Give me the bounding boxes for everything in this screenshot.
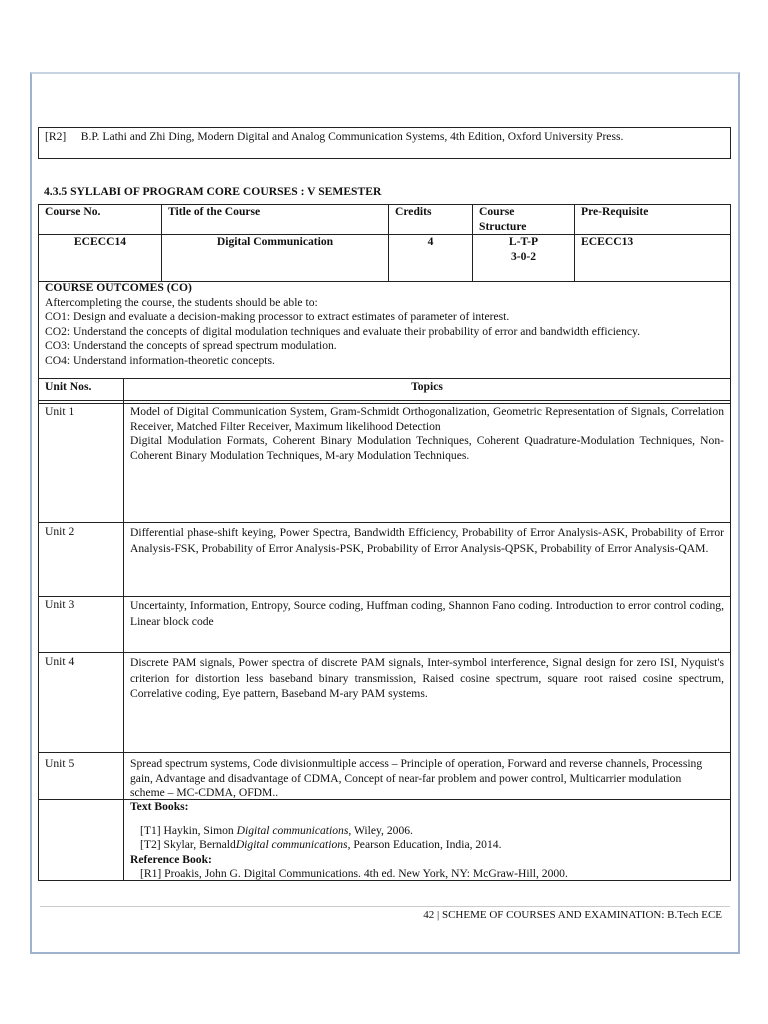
reference-r2: [R2] B.P. Lathi and Zhi Ding, Modern Digital and Analog Communication Systems, 4th Edition, Oxford University Press. [45,130,624,143]
header-unit-nos: Unit Nos. [45,380,92,393]
unit-label: Unit 2 [45,525,75,538]
outcomes-heading: COURSE OUTCOMES (CO) [45,281,192,294]
text-book-t1: [T1] Haykin, Simon Digital communications, Wiley, 2006. [140,823,413,837]
header-credits: Credits [395,205,432,218]
unit-topics: Differential phase-shift keying, Power Spectra, Bandwidth Efficiency, Probability of Error Analysis-ASK, Probability of Error Analysis-FSK, Probability of Error Analysis-PSK, Probability of Error Analysis-QPSK, Probability of Error Analysis-QAM. [130,526,724,555]
course-prerequisite: ECECC13 [581,235,634,248]
outcomes-intro: Aftercompleting the course, the students should be able to: [45,295,318,309]
unit-topics: Model of Digital Communication System, Gram-Schmidt Orthogonalization, Geometric Representation of Signals, Correlation Receiver, Matched Filter Receiver, Maximum likelihood Detection Digital Modulation Formats, Coherent Binary Modulation Techniques, Coherent Quadrature-Modulation Techniques, Non-Coherent Binary Modulation Techniques, M-ary Modulation Techniques. [130,405,724,462]
course-credits: 4 [427,235,434,248]
text-book-t2: [T2] Skylar, BernaldDigital communications, Pearson Education, India, 2014. [140,838,502,851]
unit-label: Unit 4 [45,655,75,668]
course-structure: L-T-P 3-0-2 [508,235,539,263]
unit-topics: Spread spectrum systems, Code divisionmultiple access – Principle of operation, Forward and reverse channels, Processing gain, Advantage and disadvantage of CDMA, Concept of near-far problem and power control, Multicarrier modulation scheme – MC-CDMA, OFDM.. [130,757,703,799]
outcome-item: CO4: Understand information-theoretic concepts. [45,353,275,367]
previous-reference-box [38,127,731,159]
header-prerequisite: Pre-Requisite [581,205,649,218]
outcome-item: CO3: Understand the concepts of spread spectrum modulation. [45,339,337,352]
course-title: Digital Communication [216,235,334,248]
header-title: Title of the Course [168,205,261,218]
section-heading: 4.3.5 SYLLABI OF PROGRAM CORE COURSES : V SEMESTER [44,185,382,198]
books-section [124,799,730,883]
reference-book-heading: Reference Book: [130,852,212,866]
header-course-no: Course No. [45,205,101,218]
unit-label: Unit 1 [45,405,75,418]
unit-topics: Discrete PAM signals, Power spectra of discrete PAM signals, Inter-symbol interference, Signal design for zero ISI, Nyquist's criterion for distortion less baseband binary transmission, Raised cosine spectrum, square root raised cosine spectrum, Correlative coding, Eye pattern, Baseband M-ary PAM systems. [130,656,724,700]
page-footer: 42 | SCHEME OF COURSES AND EXAMINATION: B.Tech ECE [423,909,722,921]
reference-book-r1: [R1] Proakis, John G. Digital Communications. 4th ed. New York, NY: McGraw-Hill, 2000. [140,867,568,880]
course-outcomes [39,280,730,369]
unit-label: Unit 5 [45,757,75,770]
outcome-item: CO2: Understand the concepts of digital modulation techniques and evaluate their probability of error and bandwidth efficiency. [45,324,640,338]
outcome-item: CO1: Design and evaluate a decision-making processor to extract estimates of parameter of interest. [45,310,510,323]
text-books-heading: Text Books: [130,800,189,813]
header-structure: Course Structure [479,205,527,233]
header-topics: Topics [411,380,443,393]
footer-divider [40,906,730,907]
course-no: ECECC14 [73,235,127,248]
unit-label: Unit 3 [45,598,75,611]
unit-topics: Uncertainty, Information, Entropy, Source coding, Huffman coding, Shannon Fano coding. Introduction to error control coding, Linear block code [130,599,724,628]
